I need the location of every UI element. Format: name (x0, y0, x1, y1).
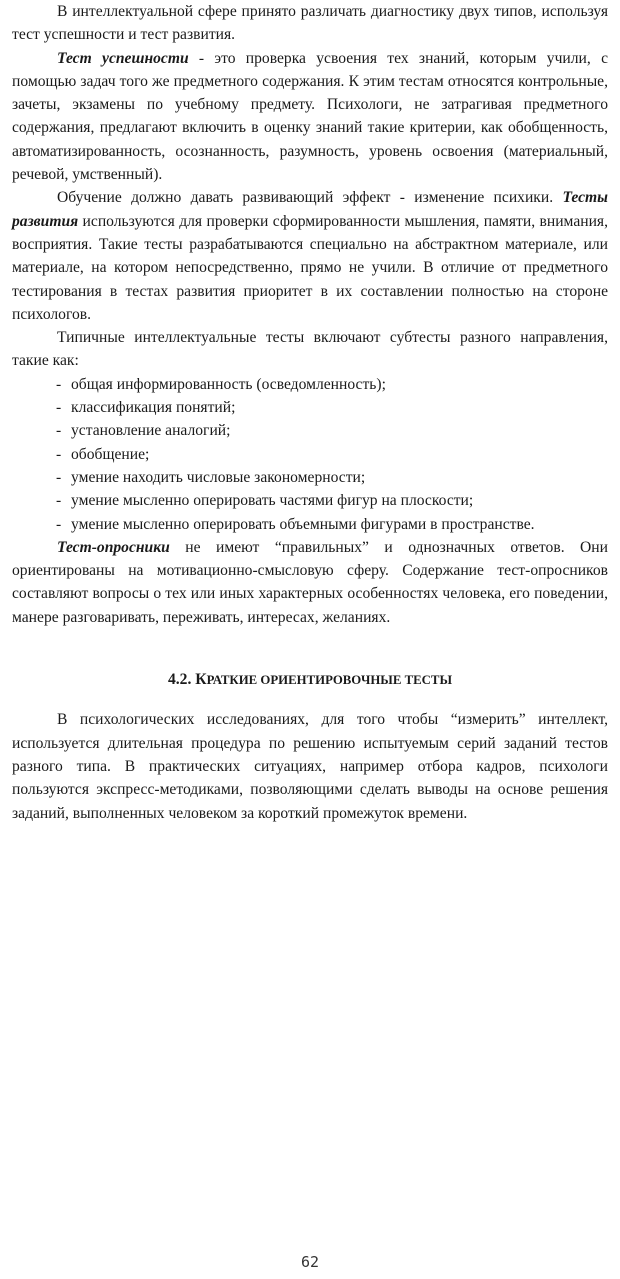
list-item-text: умение находить числовые закономерности; (71, 468, 366, 486)
list-dash: - (56, 445, 62, 463)
list-item-text: умение мысленно оперировать объемными фигурами в пространстве. (71, 515, 535, 533)
term-development-test: Тесты развития (12, 189, 608, 230)
list-item-text: установление аналогий; (71, 422, 231, 440)
paragraph-typical-tests: Типичные интеллектуальные тесты включают субтесты разного направления, такие как: (12, 329, 608, 370)
list-item (56, 466, 608, 489)
list-item (56, 513, 608, 536)
paragraph-intro: В интеллектуальной сфере принято различать диагностику двух типов, используя тест успешности и тест развития. (12, 3, 608, 44)
paragraph-questionnaires (12, 536, 608, 629)
list-item (56, 419, 608, 442)
list-item-text: умение мысленно оперировать частями фигур на плоскости; (71, 492, 474, 510)
page-number: 62 (300, 1253, 320, 1271)
section-heading (12, 668, 608, 692)
paragraph-development-test-text: используются для проверки сформированности мышления, памяти, внимания, восприятия. Такие тесты разрабатываются специально на абстрактном материале, или материале, на котором непосредственно, прямо не учили. В отличие от предметного тестирования в тестах развития приоритет в их составлении полностью на стороне психологов. (12, 212, 608, 323)
list-dash: - (56, 422, 62, 440)
list-item-text: обобщение; (71, 445, 150, 463)
paragraph-development-lead: Обучение должно давать развивающий эффект - изменение психики. (57, 189, 563, 207)
paragraph-section-body: В психологических исследованиях, для того чтобы “измерить” интеллект, используется длительная процедура по решению испытуемым серий заданий тестов разного типа. В практических ситуациях, например отбора кадров, психологи пользуются экспресс-методиками, позволяющими сделать выводы на основе решения заданий, выполненных человеком за короткий промежуток времени. (12, 711, 608, 822)
list-dash: - (56, 492, 62, 510)
list-item (56, 443, 608, 466)
section-number: 4.2. (167, 671, 196, 689)
list-item-text: классификация понятий; (71, 399, 236, 417)
list-item (56, 373, 608, 396)
list-dash: - (56, 399, 62, 417)
paragraph-success-test (12, 47, 608, 187)
list-dash: - (56, 375, 62, 393)
list-item (56, 396, 608, 419)
list-item (56, 489, 608, 512)
list-item-text: общая информированность (осведомленность); (71, 375, 386, 393)
paragraph-development-test (12, 186, 608, 326)
subtest-list (12, 373, 608, 536)
term-success-test: Тест успешности (57, 49, 189, 67)
spacer (12, 629, 608, 668)
list-dash: - (56, 515, 62, 533)
section-title-initial: К (195, 671, 207, 689)
section-title-rest: РАТКИЕ ОРИЕНТИРОВОЧНЫЕ ТЕСТЫ (206, 673, 453, 688)
paragraph-questionnaires-text: не имеют “правильных” и однозначных ответов. Они ориентированы на мотивационно-смысловую сферу. Содержание тест-опросников составляют вопросы о тех или иных характерных особенностях человека, его поведении, манере разговаривать, переживать, интересах, желаниях. (12, 538, 608, 626)
term-questionnaires: Тест-опросники (57, 538, 170, 556)
paragraph-success-test-text: - это проверка усвоения тех знаний, которым учили, с помощью задач того же предметного содержания. К этим тестам относятся контрольные, зачеты, экзамены по учебному предмету. Психологи, не затрагивая предметного содержания, предлагают включить в оценку знаний такие критерии, как обобщенность, автоматизированность, осознанность, разумность, уровень освоения (материальный, речевой, умственный). (12, 49, 608, 184)
spacer (12, 692, 608, 708)
list-dash: - (56, 468, 62, 486)
